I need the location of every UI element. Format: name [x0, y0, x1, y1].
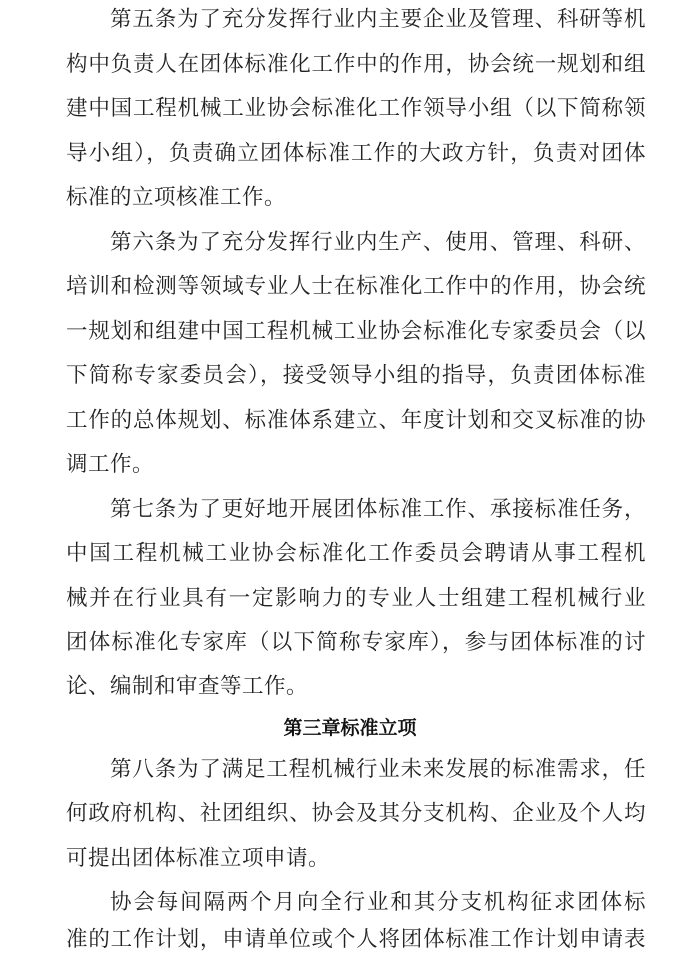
article-7-line-2: 中国工程机械工业协会标准化工作委员会聘请从事工程机 [66, 541, 646, 566]
article-5-line-1: 第五条为了充分发挥行业内主要企业及管理、科研等机 [110, 7, 646, 32]
article-6-line-6: 调工作。 [66, 452, 155, 477]
article-5-line-2: 构中负责人在团体标准化工作中的作用，协会统一规划和组 [66, 52, 646, 77]
article-5-line-4: 导小组），负责确立团体标准工作的大政方针，负责对团体 [66, 141, 646, 166]
article-7-line-5: 论、编制和审查等工作。 [66, 674, 309, 699]
article-6-line-3: 一规划和组建中国工程机械工业协会标准化专家委员会（以 [66, 319, 646, 344]
article-6-line-5: 工作的总体规划、标准体系建立、年度计划和交叉标准的协 [66, 408, 646, 433]
article-7-line-4: 团体标准化专家库（以下简称专家库），参与团体标准的讨 [66, 630, 646, 655]
article-8-line-3: 可提出团体标准立项申请。 [66, 846, 331, 871]
article-8-line-2: 何政府机构、社团组织、协会及其分支机构、企业及个人均 [66, 801, 646, 826]
article-8-line-1: 第八条为了满足工程机械行业未来发展的标准需求，任 [110, 757, 646, 782]
article-7-line-3: 械并在行业具有一定影响力的专业人士组建工程机械行业 [66, 586, 646, 611]
paragraph-line-2: 准的工作计划，申请单位或个人将团体标准工作计划申请表 [66, 927, 646, 952]
article-6-line-4: 下简称专家委员会），接受领导小组的指导，负责团体标准 [66, 363, 646, 388]
chapter-heading: 第三章标准立项 [283, 717, 417, 739]
article-5-line-3: 建中国工程机械工业协会标准化工作领导小组（以下简称领 [66, 96, 646, 121]
article-6-line-2: 培训和检测等领域专业人士在标准化工作中的作用，协会统 [66, 274, 646, 299]
article-7-line-1: 第七条为了更好地开展团体标准工作、承接标准任务， [110, 497, 646, 522]
paragraph-line-1: 协会每间隔两个月向全行业和其分支机构征求团体标 [110, 890, 646, 915]
article-5-line-5: 标准的立项核准工作。 [66, 185, 287, 210]
article-6-line-1: 第六条为了充分发挥行业内生产、使用、管理、科研、 [110, 230, 646, 255]
